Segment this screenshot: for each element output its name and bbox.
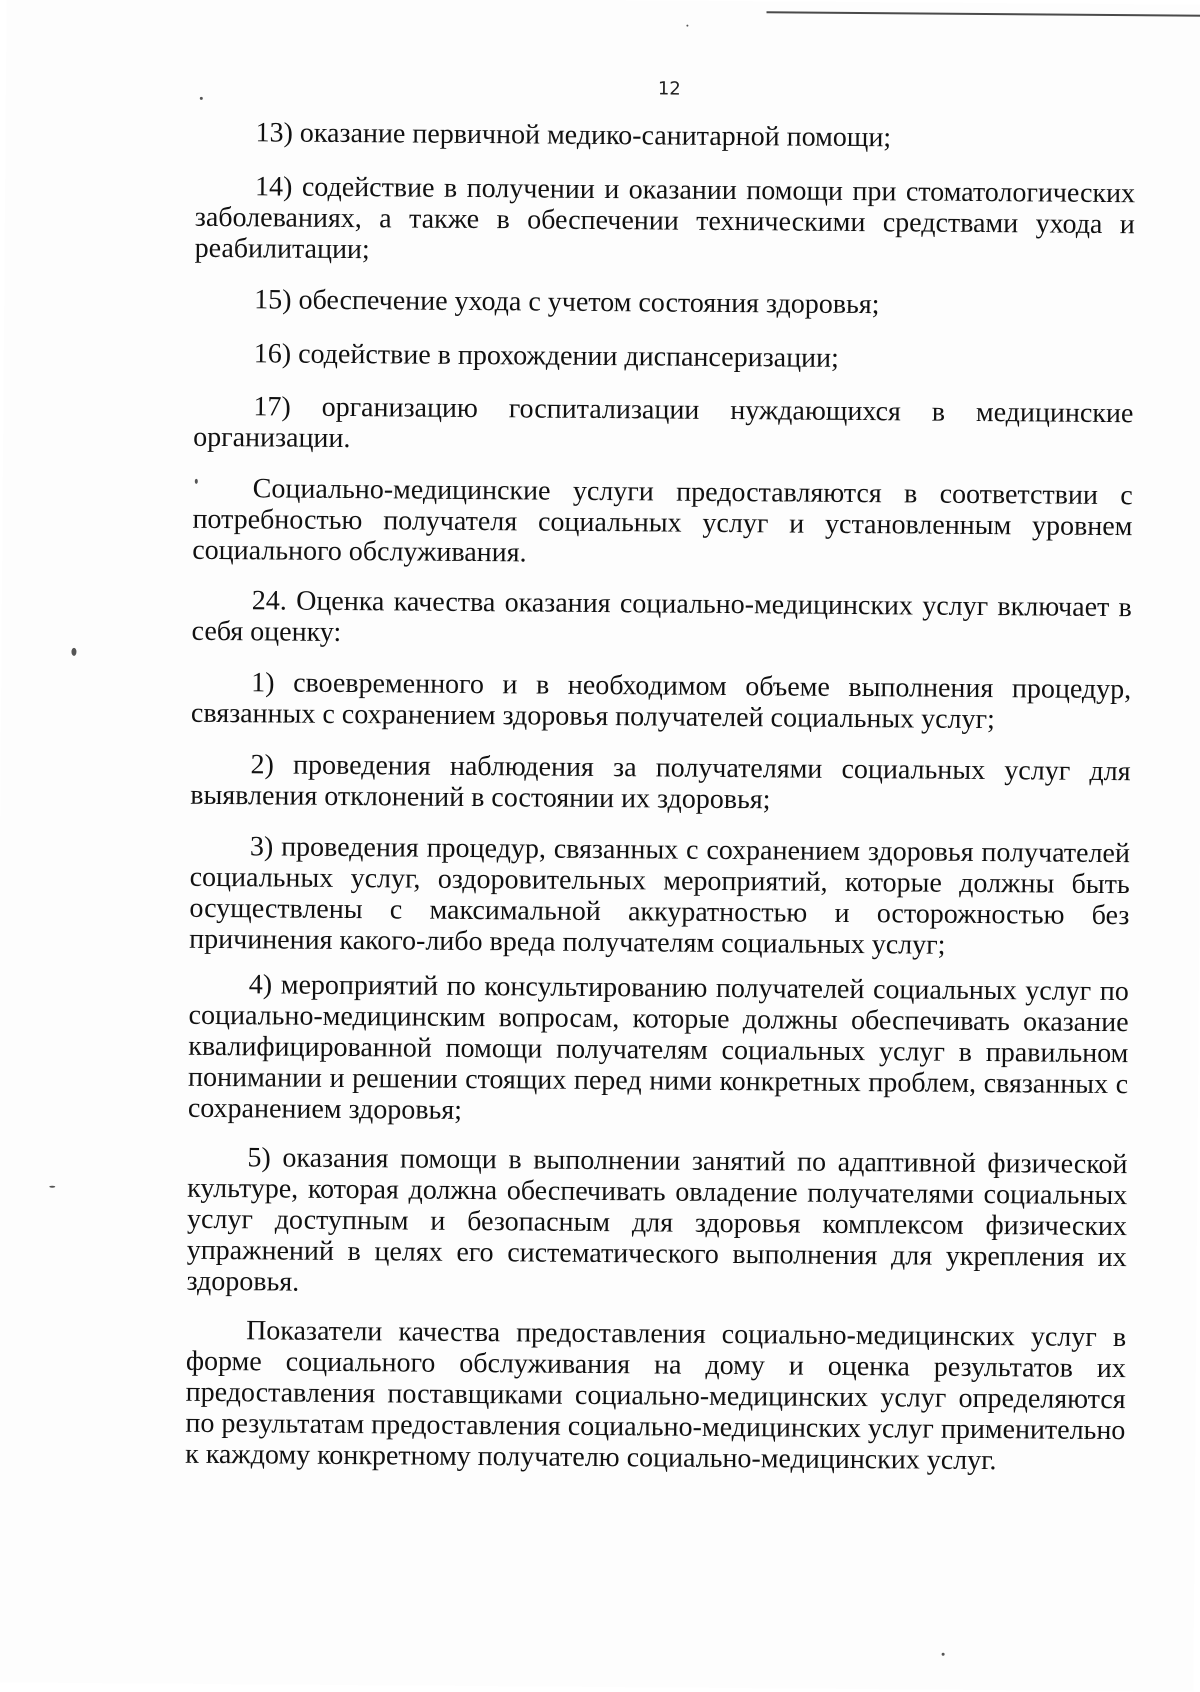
scan-speck [200, 97, 203, 100]
page-number: 12 [657, 78, 681, 100]
assessment-item-1: 1) своевременного и в необходимом объеме выполнения процедур, связанных с сохранением здоровья получателей социальных услуг; [190, 667, 1132, 736]
list-item-17: 17) организацию госпитализации нуждающихся в медицинские организации. [193, 391, 1134, 455]
top-rule-line [766, 11, 1200, 16]
paragraph-quality-indicators: Показатели качества предоставления социально-медицинских услуг в форме социального обслуживания на дому и оценка результатов их предоставления поставщиками социально-медицинских услуг определяются по результатам предоставления социально-медицинских услуг применительно к каждому конкретному получателю социально-медицинских услуг. [185, 1315, 1127, 1477]
assessment-item-2: 2) проведения наблюдения за получателями социальных услуг для выявления отклонений в состоянии их здоровья; [190, 749, 1131, 816]
paragraph-social-medical-services: Социально-медицинские услуги предоставляются в соответствии с потребностью получателя социальных услуг и установленным уровнем социального обслуживания. [192, 473, 1133, 569]
list-item-16: 16) содействие в прохождении диспансеризации; [253, 338, 839, 374]
list-item-13: 13) оказание первичной медико-санитарной помощи; [255, 117, 892, 154]
scan-speck [942, 1653, 945, 1656]
assessment-item-5: 5) оказания помощи в выполнении занятий по адаптивной физической культуре, которая должна обеспечивать овладение получателями социальных услуг доступным и безопасным для здоровья комплексом физических упражнений в целях его систематического выполнения для укрепления их здоровья. [186, 1142, 1128, 1298]
scan-speck [49, 1186, 55, 1188]
list-item-15: 15) обеспечение ухода с учетом состояния здоровья; [254, 284, 880, 321]
scan-speck [195, 479, 198, 484]
scan-speck [686, 25, 688, 27]
clause-24-heading: 24. Оценка качества оказания социально-медицинских услуг включает в себя оценку: [191, 585, 1132, 648]
list-item-14: 14) содействие в получении и оказании помощи при стоматологических заболеваниях, а также в обеспечении техническими средствами ухода и реабилитации; [194, 171, 1136, 266]
assessment-item-3: 3) проведения процедур, связанных с сохранением здоровья получателей социальных услуг, оздоровительных мероприятий, которые должны быть осуществлены с максимальной аккуратностью и осторожностью без причинения какого-либо вреда получателям социальных услуг; [189, 831, 1131, 961]
assessment-item-4: 4) мероприятий по консультированию получателей социальных услуг по социально-медицинским вопросам, которые должны обеспечивать оказание квалифицированной помощи получателям социальных услуг в правильном понимании и решении стоящих перед ними конкретных проблем, связанных с сохранением здоровья; [187, 969, 1129, 1126]
scan-speck [71, 648, 76, 656]
